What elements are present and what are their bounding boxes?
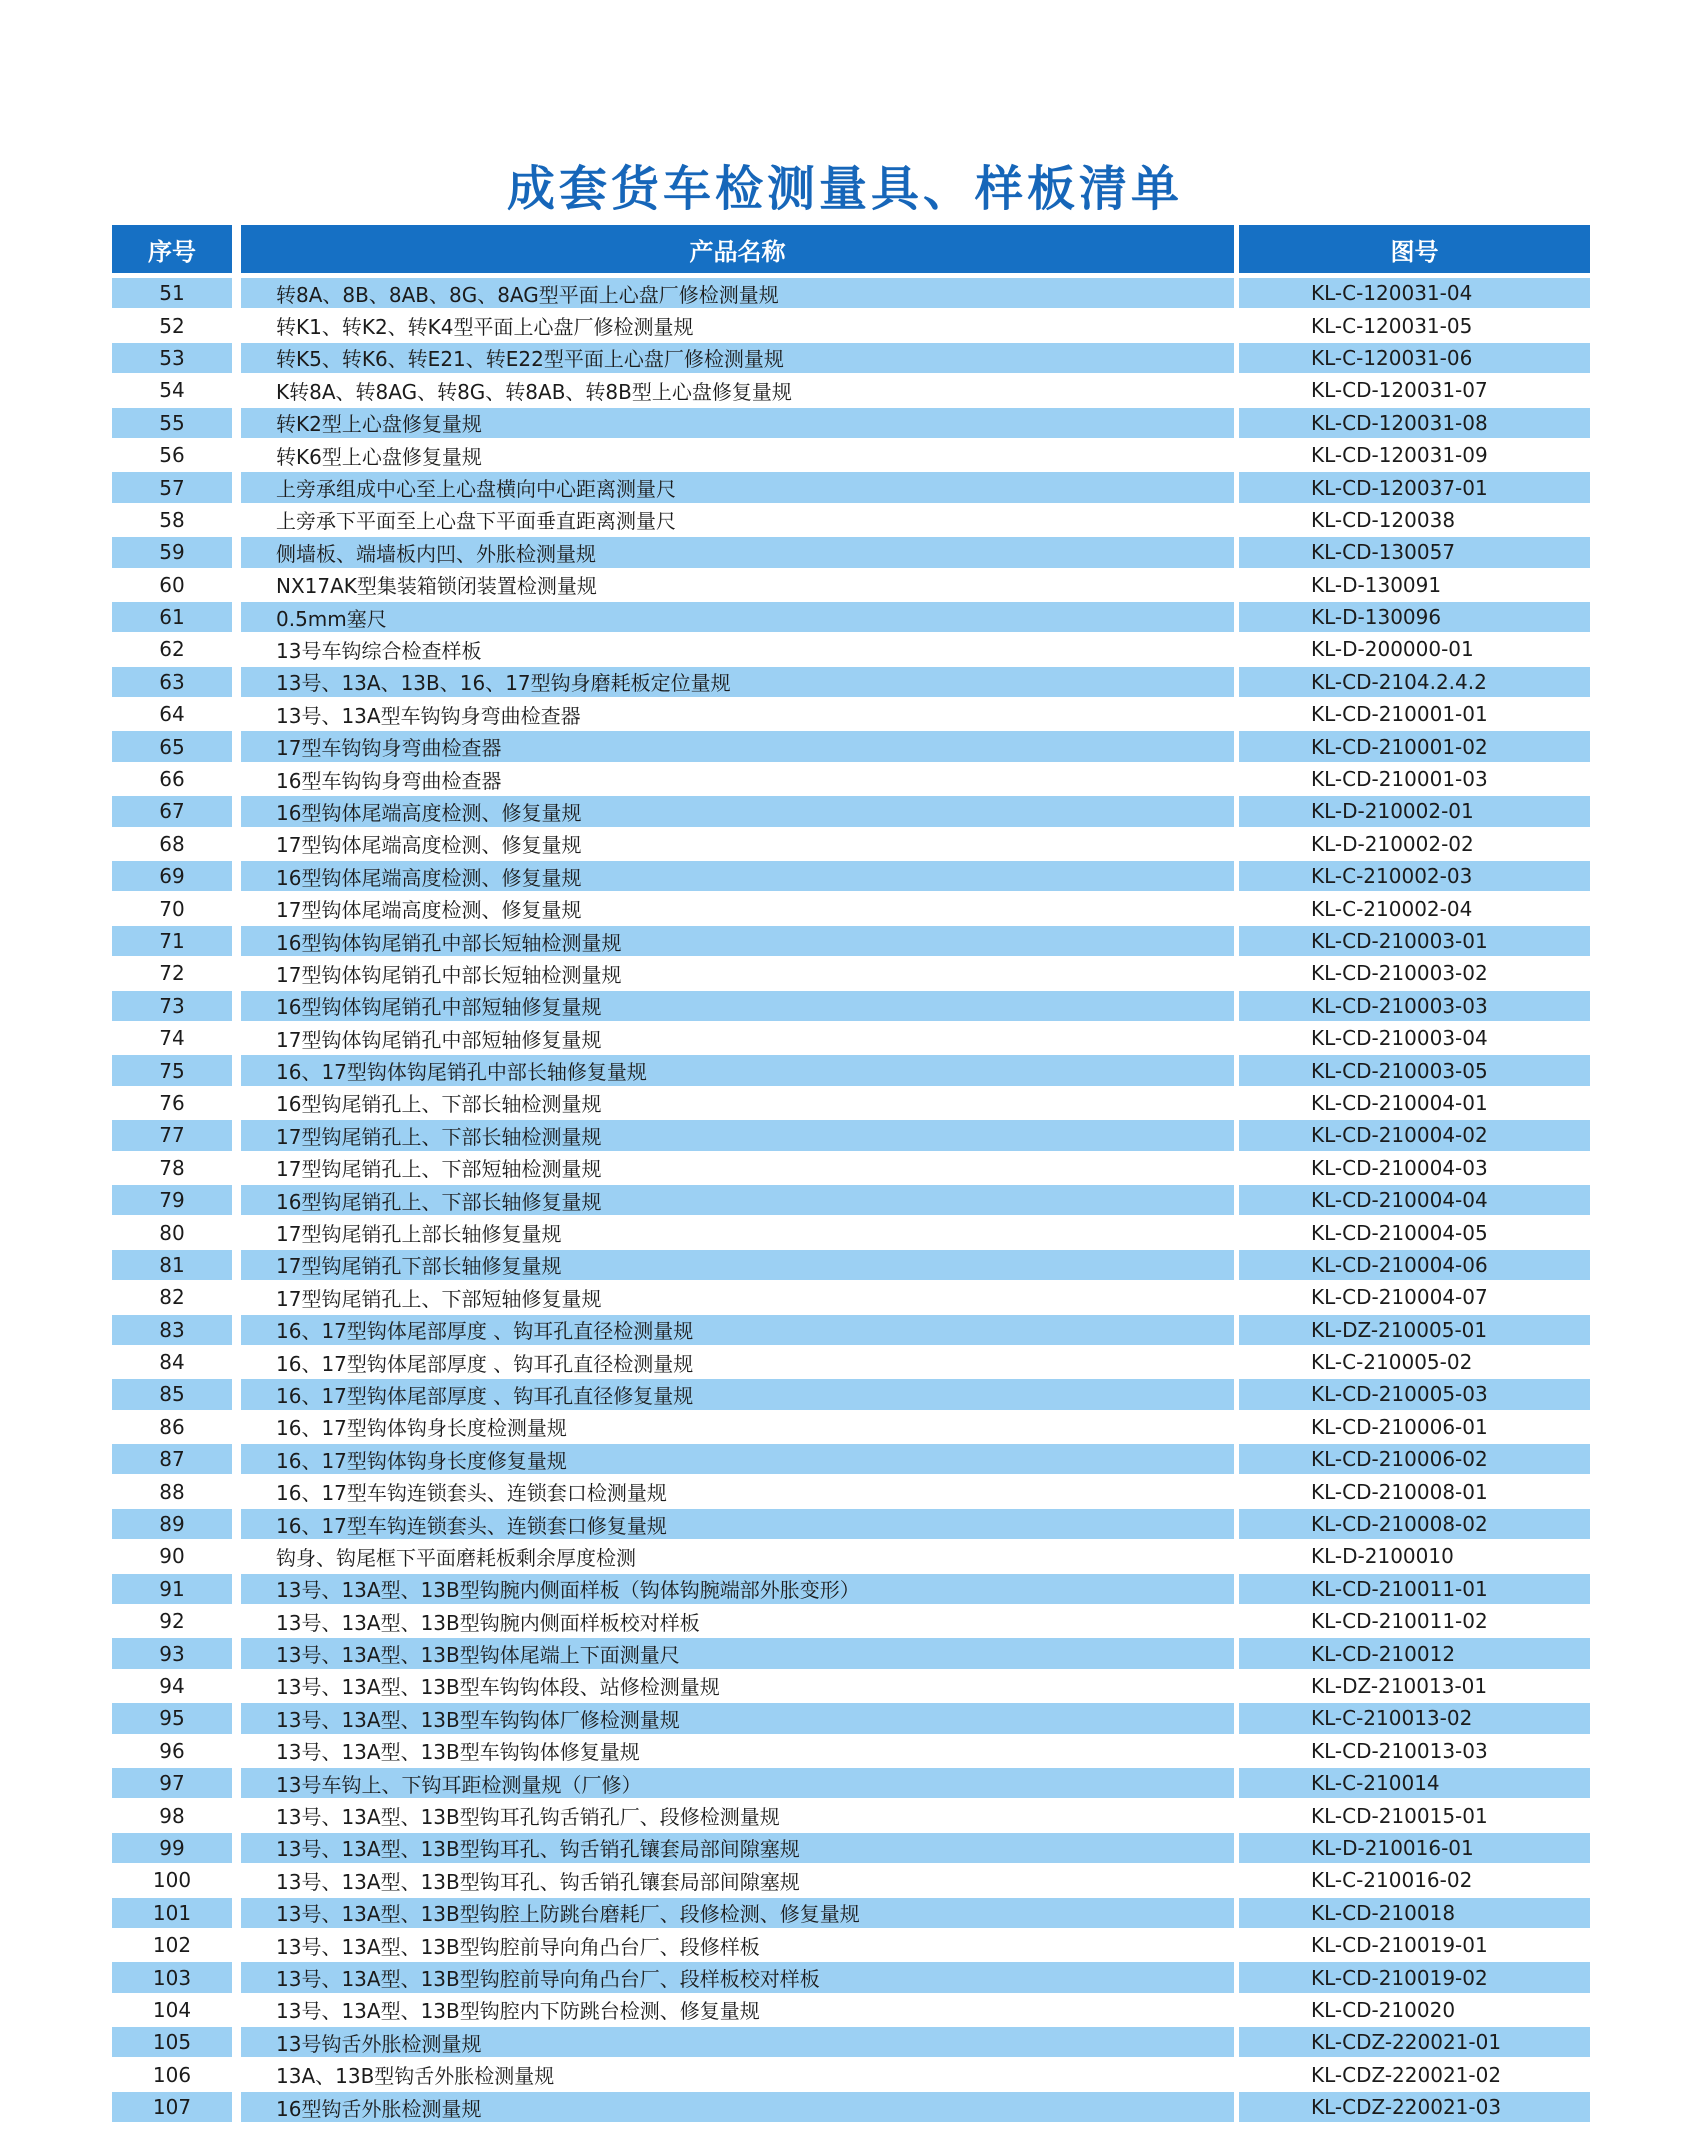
row-name: 16、17型车钩连锁套头、连锁套口修复量规 xyxy=(241,1509,1234,1539)
row-name: 17型车钩钩身弯曲检查器 xyxy=(241,731,1234,761)
row-num: 87 xyxy=(112,1444,232,1474)
row-num: 76 xyxy=(112,1088,232,1118)
table-row xyxy=(112,1088,1590,1120)
row-num: 62 xyxy=(112,634,232,664)
row-num: 79 xyxy=(112,1185,232,1215)
table-row xyxy=(112,1736,1590,1768)
row-code: KL-CD-210008-01 xyxy=(1239,1476,1590,1506)
row-name: 17型钩尾销孔下部长轴修复量规 xyxy=(241,1250,1234,1280)
row-code: KL-C-210002-04 xyxy=(1239,893,1590,923)
table-row xyxy=(112,926,1590,958)
header-num: 序号 xyxy=(112,225,232,273)
row-code: KL-C-120031-06 xyxy=(1239,343,1590,373)
table-row xyxy=(112,505,1590,537)
table-row xyxy=(112,731,1590,763)
table-row xyxy=(112,278,1590,310)
row-code: KL-CD-210006-02 xyxy=(1239,1444,1590,1474)
table-row xyxy=(112,1444,1590,1476)
row-name: 13A、13B型钩舌外胀检测量规 xyxy=(241,2059,1234,2089)
row-num: 102 xyxy=(112,1930,232,1960)
row-num: 72 xyxy=(112,958,232,988)
row-code: KL-D-210002-01 xyxy=(1239,796,1590,826)
table-row xyxy=(112,829,1590,861)
row-num: 56 xyxy=(112,440,232,470)
row-num: 63 xyxy=(112,667,232,697)
row-code: KL-CD-120038 xyxy=(1239,505,1590,535)
table-row xyxy=(112,602,1590,634)
row-num: 73 xyxy=(112,991,232,1021)
row-name: 16型钩尾销孔上、下部长轴检测量规 xyxy=(241,1088,1234,1118)
row-code: KL-CD-210003-02 xyxy=(1239,958,1590,988)
row-code: KL-CD-210012 xyxy=(1239,1638,1590,1668)
row-num: 91 xyxy=(112,1574,232,1604)
table-row xyxy=(112,343,1590,375)
page-title: 成套货车检测量具、样板清单 xyxy=(506,161,1183,217)
row-name: 16型钩舌外胀检测量规 xyxy=(241,2092,1234,2122)
row-code: KL-C-210016-02 xyxy=(1239,1865,1590,1895)
row-name: 转K6型上心盘修复量规 xyxy=(241,440,1234,470)
row-name: 13号车钩上、下钩耳距检测量规（厂修） xyxy=(241,1768,1234,1798)
row-code: KL-D-130096 xyxy=(1239,602,1590,632)
row-code: KL-C-120031-05 xyxy=(1239,310,1590,340)
row-name: 13号、13A型、13B型钩体尾端上下面测量尺 xyxy=(241,1638,1234,1668)
row-name: 13号、13A型、13B型钩腔前导向角凸台厂、段修样板 xyxy=(241,1930,1234,1960)
row-name: 13号钩舌外胀检测量规 xyxy=(241,2027,1234,2057)
table-header xyxy=(112,225,1590,273)
row-code: KL-CD-210004-06 xyxy=(1239,1250,1590,1280)
row-name: 上旁承下平面至上心盘下平面垂直距离测量尺 xyxy=(241,505,1234,535)
row-code: KL-CD-210018 xyxy=(1239,1898,1590,1928)
table-row xyxy=(112,1768,1590,1800)
row-name: 16型钩尾销孔上、下部长轴修复量规 xyxy=(241,1185,1234,1215)
row-code: KL-CD-120031-09 xyxy=(1239,440,1590,470)
row-num: 54 xyxy=(112,375,232,405)
table-row xyxy=(112,1671,1590,1703)
row-name: 16、17型钩体钩尾销孔中部长轴修复量规 xyxy=(241,1055,1234,1085)
row-num: 53 xyxy=(112,343,232,373)
row-name: 17型钩尾销孔上、下部短轴修复量规 xyxy=(241,1282,1234,1312)
row-code: KL-CD-120031-08 xyxy=(1239,408,1590,438)
row-name: 转K2型上心盘修复量规 xyxy=(241,408,1234,438)
row-name: 钩身、钩尾框下平面磨耗板剩余厚度检测 xyxy=(241,1541,1234,1571)
row-code: KL-C-120031-04 xyxy=(1239,278,1590,308)
row-name: 转K5、转K6、转E21、转E22型平面上心盘厂修检测量规 xyxy=(241,343,1234,373)
row-code: KL-CD-210005-03 xyxy=(1239,1379,1590,1409)
row-num: 95 xyxy=(112,1703,232,1733)
row-code: KL-C-210013-02 xyxy=(1239,1703,1590,1733)
row-name: 13号、13A型、13B型钩腔上防跳台磨耗厂、段修检测、修复量规 xyxy=(241,1898,1234,1928)
table-row xyxy=(112,861,1590,893)
row-num: 57 xyxy=(112,472,232,502)
table-row xyxy=(112,375,1590,407)
row-name: 13号车钩综合检查样板 xyxy=(241,634,1234,664)
row-code: KL-CD-210011-02 xyxy=(1239,1606,1590,1636)
row-num: 75 xyxy=(112,1055,232,1085)
row-code: KL-CD-210001-03 xyxy=(1239,764,1590,794)
row-num: 65 xyxy=(112,731,232,761)
row-name: 17型钩尾销孔上部长轴修复量规 xyxy=(241,1217,1234,1247)
header-code: 图号 xyxy=(1239,225,1590,273)
row-num: 104 xyxy=(112,1995,232,2025)
row-code: KL-D-210016-01 xyxy=(1239,1833,1590,1863)
table-row xyxy=(112,1509,1590,1541)
row-num: 97 xyxy=(112,1768,232,1798)
row-num: 67 xyxy=(112,796,232,826)
table-row xyxy=(112,1023,1590,1055)
table-row xyxy=(112,1315,1590,1347)
row-name: 16型钩体钩尾销孔中部短轴修复量规 xyxy=(241,991,1234,1021)
table-row xyxy=(112,796,1590,828)
row-code: KL-CD-2104.2.4.2 xyxy=(1239,667,1590,697)
row-code: KL-CD-120037-01 xyxy=(1239,472,1590,502)
row-num: 81 xyxy=(112,1250,232,1280)
row-name: 上旁承组成中心至上心盘横向中心距离测量尺 xyxy=(241,472,1234,502)
row-code: KL-DZ-210013-01 xyxy=(1239,1671,1590,1701)
row-num: 82 xyxy=(112,1282,232,1312)
row-code: KL-CD-210004-05 xyxy=(1239,1217,1590,1247)
table-row xyxy=(112,958,1590,990)
row-name: 16、17型车钩连锁套头、连锁套口检测量规 xyxy=(241,1476,1234,1506)
row-name: 0.5mm塞尺 xyxy=(241,602,1234,632)
row-name: 16型车钩钩身弯曲检查器 xyxy=(241,764,1234,794)
row-num: 52 xyxy=(112,310,232,340)
row-num: 106 xyxy=(112,2059,232,2089)
row-num: 61 xyxy=(112,602,232,632)
table-row xyxy=(112,1412,1590,1444)
row-name: 16、17型钩体尾部厚度 、钩耳孔直径检测量规 xyxy=(241,1347,1234,1377)
table-body xyxy=(112,278,1590,2124)
row-code: KL-D-2100010 xyxy=(1239,1541,1590,1571)
row-code: KL-CD-210019-01 xyxy=(1239,1930,1590,1960)
row-num: 107 xyxy=(112,2092,232,2122)
row-code: KL-DZ-210005-01 xyxy=(1239,1315,1590,1345)
table-row xyxy=(112,1638,1590,1670)
row-code: KL-CD-210013-03 xyxy=(1239,1736,1590,1766)
row-num: 93 xyxy=(112,1638,232,1668)
row-code: KL-D-130091 xyxy=(1239,570,1590,600)
row-num: 78 xyxy=(112,1153,232,1183)
row-num: 90 xyxy=(112,1541,232,1571)
table-row xyxy=(112,1541,1590,1573)
row-num: 92 xyxy=(112,1606,232,1636)
table-row xyxy=(112,537,1590,569)
row-name: 13号、13A型、13B型钩腔前导向角凸台厂、段样板校对样板 xyxy=(241,1962,1234,1992)
row-name: 17型钩体尾端高度检测、修复量规 xyxy=(241,893,1234,923)
row-num: 88 xyxy=(112,1476,232,1506)
table-row xyxy=(112,1185,1590,1217)
row-code: KL-CD-210019-02 xyxy=(1239,1962,1590,1992)
row-name: K转8A、转8AG、转8G、转8AB、转8B型上心盘修复量规 xyxy=(241,375,1234,405)
row-name: 13号、13A型、13B型车钩钩体厂修检测量规 xyxy=(241,1703,1234,1733)
table-row xyxy=(112,1055,1590,1087)
row-name: 17型钩体钩尾销孔中部短轴修复量规 xyxy=(241,1023,1234,1053)
row-name: 13号、13A型、13B型车钩钩体段、站修检测量规 xyxy=(241,1671,1234,1701)
row-name: 13号、13A型、13B型钩腔内下防跳台检测、修复量规 xyxy=(241,1995,1234,2025)
table-row xyxy=(112,1476,1590,1508)
table-row xyxy=(112,1703,1590,1735)
row-name: 13号、13A型、13B型钩腕内侧面样板（钩体钩腕端部外胀变形） xyxy=(241,1574,1234,1604)
row-name: 转8A、8B、8AB、8G、8AG型平面上心盘厂修检测量规 xyxy=(241,278,1234,308)
row-num: 70 xyxy=(112,893,232,923)
table-row xyxy=(112,2092,1590,2124)
row-name: 17型钩尾销孔上、下部长轴检测量规 xyxy=(241,1120,1234,1150)
row-name: 13号、13A型、13B型车钩钩体修复量规 xyxy=(241,1736,1234,1766)
table-row xyxy=(112,1153,1590,1185)
table-row xyxy=(112,2059,1590,2091)
row-name: 16型钩体钩尾销孔中部长短轴检测量规 xyxy=(241,926,1234,956)
row-num: 59 xyxy=(112,537,232,567)
row-name: 16、17型钩体钩身长度检测量规 xyxy=(241,1412,1234,1442)
row-code: KL-CD-210020 xyxy=(1239,1995,1590,2025)
table-row xyxy=(112,1930,1590,1962)
table-row xyxy=(112,1574,1590,1606)
row-name: 13号、13A型、13B型钩腕内侧面样板校对样板 xyxy=(241,1606,1234,1636)
table-row xyxy=(112,1379,1590,1411)
table-row xyxy=(112,1800,1590,1832)
row-num: 105 xyxy=(112,2027,232,2057)
header-name: 产品名称 xyxy=(241,225,1234,273)
row-num: 60 xyxy=(112,570,232,600)
row-code: KL-C-210002-03 xyxy=(1239,861,1590,891)
table-row xyxy=(112,2027,1590,2059)
row-num: 83 xyxy=(112,1315,232,1345)
row-code: KL-CD-210001-01 xyxy=(1239,699,1590,729)
table-row xyxy=(112,440,1590,472)
row-code: KL-CD-210004-02 xyxy=(1239,1120,1590,1150)
row-num: 51 xyxy=(112,278,232,308)
row-num: 96 xyxy=(112,1736,232,1766)
row-code: KL-CD-210001-02 xyxy=(1239,731,1590,761)
row-num: 101 xyxy=(112,1898,232,1928)
table-row xyxy=(112,1865,1590,1897)
row-name: 侧墙板、端墙板内凹、外胀检测量规 xyxy=(241,537,1234,567)
row-name: 16型钩体尾端高度检测、修复量规 xyxy=(241,796,1234,826)
row-code: KL-CD-210015-01 xyxy=(1239,1800,1590,1830)
row-name: 13号、13A、13B、16、17型钩身磨耗板定位量规 xyxy=(241,667,1234,697)
row-num: 55 xyxy=(112,408,232,438)
row-num: 103 xyxy=(112,1962,232,1992)
table-row xyxy=(112,1995,1590,2027)
row-num: 100 xyxy=(112,1865,232,1895)
row-name: 17型钩体钩尾销孔中部长短轴检测量规 xyxy=(241,958,1234,988)
row-name: 17型钩体尾端高度检测、修复量规 xyxy=(241,829,1234,859)
row-code: KL-CD-210004-03 xyxy=(1239,1153,1590,1183)
row-num: 85 xyxy=(112,1379,232,1409)
row-name: 17型钩尾销孔上、下部短轴检测量规 xyxy=(241,1153,1234,1183)
row-num: 94 xyxy=(112,1671,232,1701)
table-row xyxy=(112,699,1590,731)
table-row xyxy=(112,991,1590,1023)
row-name: 13号、13A型、13B型钩耳孔、钩舌销孔镶套局部间隙塞规 xyxy=(241,1865,1234,1895)
row-code: KL-CD-210003-04 xyxy=(1239,1023,1590,1053)
table-row xyxy=(112,472,1590,504)
row-num: 74 xyxy=(112,1023,232,1053)
table-row xyxy=(112,1833,1590,1865)
row-name: 16、17型钩体尾部厚度 、钩耳孔直径修复量规 xyxy=(241,1379,1234,1409)
row-code: KL-CDZ-220021-02 xyxy=(1239,2059,1590,2089)
table-row xyxy=(112,634,1590,666)
row-num: 68 xyxy=(112,829,232,859)
row-name: 16、17型钩体钩身长度修复量规 xyxy=(241,1444,1234,1474)
table-row xyxy=(112,1217,1590,1249)
row-name: 转K1、转K2、转K4型平面上心盘厂修检测量规 xyxy=(241,310,1234,340)
row-num: 64 xyxy=(112,699,232,729)
row-name: NX17AK型集装箱锁闭装置检测量规 xyxy=(241,570,1234,600)
row-name: 13号、13A型、13B型钩耳孔、钩舌销孔镶套局部间隙塞规 xyxy=(241,1833,1234,1863)
table-row xyxy=(112,893,1590,925)
row-code: KL-D-200000-01 xyxy=(1239,634,1590,664)
row-code: KL-CD-210003-03 xyxy=(1239,991,1590,1021)
row-code: KL-CD-210006-01 xyxy=(1239,1412,1590,1442)
row-code: KL-CDZ-220021-01 xyxy=(1239,2027,1590,2057)
row-code: KL-C-210014 xyxy=(1239,1768,1590,1798)
row-num: 98 xyxy=(112,1800,232,1830)
row-code: KL-CDZ-220021-03 xyxy=(1239,2092,1590,2122)
row-num: 84 xyxy=(112,1347,232,1377)
row-num: 69 xyxy=(112,861,232,891)
row-num: 77 xyxy=(112,1120,232,1150)
row-num: 71 xyxy=(112,926,232,956)
table-row xyxy=(112,1250,1590,1282)
row-code: KL-C-210005-02 xyxy=(1239,1347,1590,1377)
table-row xyxy=(112,1606,1590,1638)
row-code: KL-CD-210004-04 xyxy=(1239,1185,1590,1215)
table-row xyxy=(112,764,1590,796)
row-name: 13号、13A型车钩钩身弯曲检查器 xyxy=(241,699,1234,729)
table-row xyxy=(112,1282,1590,1314)
table-row xyxy=(112,667,1590,699)
table-row xyxy=(112,1962,1590,1994)
table-row xyxy=(112,1347,1590,1379)
row-code: KL-CD-210003-05 xyxy=(1239,1055,1590,1085)
row-num: 58 xyxy=(112,505,232,535)
row-num: 66 xyxy=(112,764,232,794)
row-name: 13号、13A型、13B型钩耳孔钩舌销孔厂、段修检测量规 xyxy=(241,1800,1234,1830)
table-row xyxy=(112,408,1590,440)
row-num: 89 xyxy=(112,1509,232,1539)
row-num: 86 xyxy=(112,1412,232,1442)
row-code: KL-CD-210004-07 xyxy=(1239,1282,1590,1312)
table-row xyxy=(112,1120,1590,1152)
table-row xyxy=(112,570,1590,602)
table-row xyxy=(112,310,1590,342)
row-code: KL-CD-210004-01 xyxy=(1239,1088,1590,1118)
row-code: KL-CD-120031-07 xyxy=(1239,375,1590,405)
row-code: KL-D-210002-02 xyxy=(1239,829,1590,859)
table-row xyxy=(112,1898,1590,1930)
row-code: KL-CD-130057 xyxy=(1239,537,1590,567)
row-num: 99 xyxy=(112,1833,232,1863)
row-num: 80 xyxy=(112,1217,232,1247)
row-code: KL-CD-210011-01 xyxy=(1239,1574,1590,1604)
row-code: KL-CD-210008-02 xyxy=(1239,1509,1590,1539)
row-code: KL-CD-210003-01 xyxy=(1239,926,1590,956)
row-name: 16、17型钩体尾部厚度 、钩耳孔直径检测量规 xyxy=(241,1315,1234,1345)
product-table xyxy=(112,225,1590,2124)
row-name: 16型钩体尾端高度检测、修复量规 xyxy=(241,861,1234,891)
